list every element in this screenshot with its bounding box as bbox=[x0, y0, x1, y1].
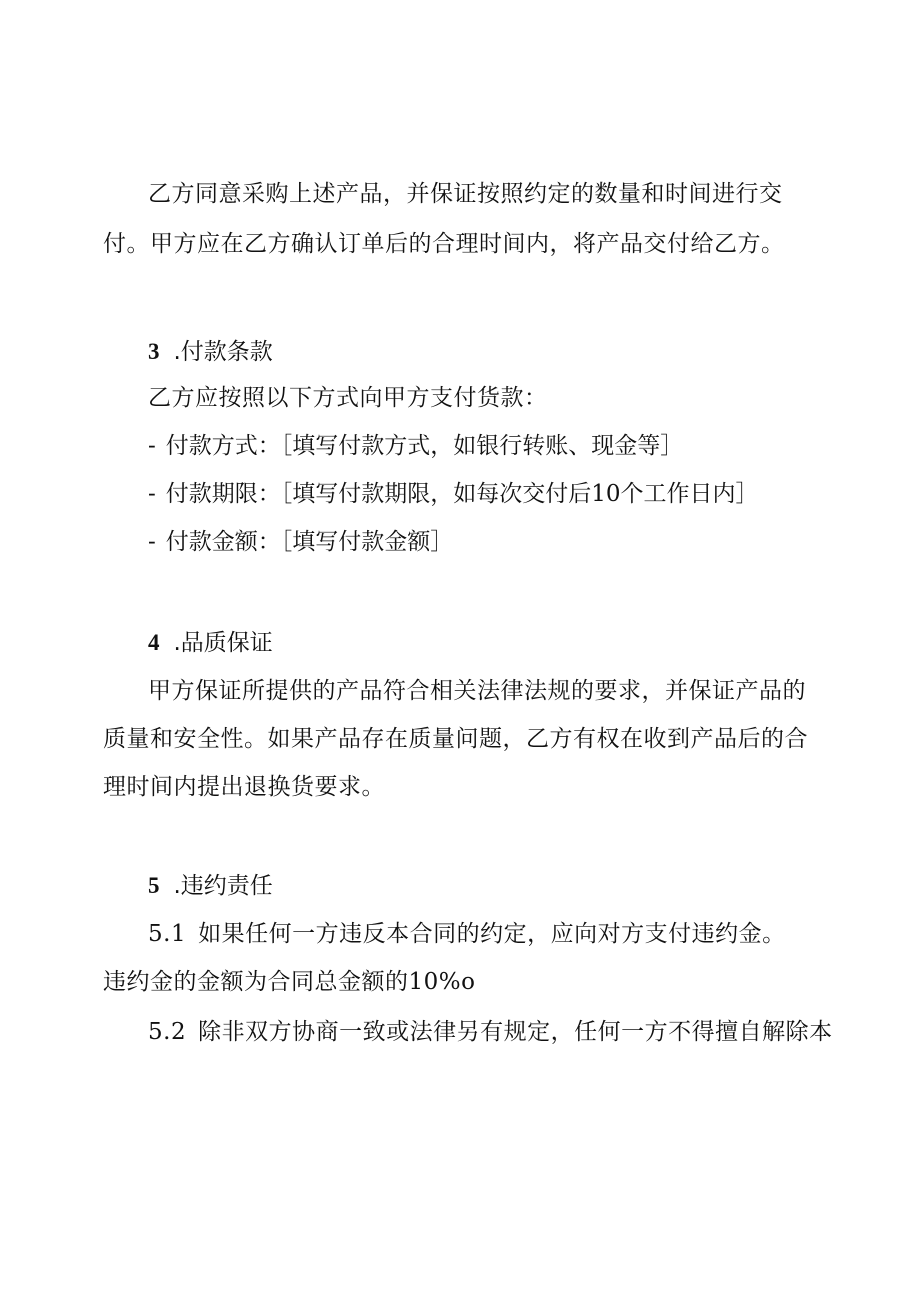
delivery-paragraph-line-1: 乙方同意采购上述产品，并保证按照约定的数量和时间进行交 bbox=[148, 181, 783, 207]
list-dash: - bbox=[148, 433, 156, 459]
clause-5-2-line-1 bbox=[148, 1016, 833, 1048]
item-value: ［填写付款期限，如每次交付后10个工作日内］ bbox=[280, 481, 759, 507]
payment-item-amount bbox=[148, 526, 453, 558]
section-number: 4 bbox=[148, 630, 160, 655]
list-dash: - bbox=[148, 481, 156, 507]
item-value: ［填写付款方式，如银行转账、现金等］ bbox=[280, 433, 684, 459]
item-label: 付款方式： bbox=[165, 433, 281, 459]
quality-paragraph-line-2: 质量和安全性。如果产品存在质量问题，乙方有权在收到产品后的合 bbox=[103, 726, 808, 752]
item-label: 付款期限： bbox=[165, 481, 281, 507]
delivery-paragraph-line-2: 付。甲方应在乙方确认订单后的合理时间内，将产品交付给乙方。 bbox=[103, 231, 785, 257]
section-title: .违约责任 bbox=[173, 873, 273, 899]
section-heading-payment bbox=[148, 336, 273, 368]
quality-paragraph-line-3: 理时间内提出退换货要求。 bbox=[103, 774, 385, 800]
section-heading-breach bbox=[148, 870, 273, 902]
item-label: 付款金额： bbox=[165, 529, 281, 555]
item-value: ［填写付款金额］ bbox=[280, 529, 454, 555]
clause-5-1-line-2: 违约金的金额为合同总金额的10%o bbox=[103, 969, 476, 995]
clause-5-1-line-1 bbox=[148, 918, 786, 950]
clause-number: 5.1 bbox=[148, 921, 187, 947]
section-number: 3 bbox=[148, 339, 160, 364]
section-number: 5 bbox=[148, 873, 160, 898]
clause-number: 5.2 bbox=[148, 1019, 187, 1045]
section-title: .品质保证 bbox=[173, 630, 273, 656]
payment-intro: 乙方应按照以下方式向甲方支付货款： bbox=[148, 385, 548, 411]
clause-text: 如果任何一方违反本合同的约定，应向对方支付违约金。 bbox=[198, 921, 786, 947]
quality-paragraph-line-1: 甲方保证所提供的产品符合相关法律法规的要求，并保证产品的 bbox=[148, 678, 806, 704]
payment-item-method bbox=[148, 430, 683, 462]
clause-text: 除非双方协商一致或法律另有规定，任何一方不得擅自解除本 bbox=[198, 1019, 833, 1045]
section-heading-quality bbox=[148, 627, 273, 659]
list-dash: - bbox=[148, 529, 156, 555]
section-title: .付款条款 bbox=[173, 339, 273, 365]
payment-item-term bbox=[148, 478, 759, 510]
